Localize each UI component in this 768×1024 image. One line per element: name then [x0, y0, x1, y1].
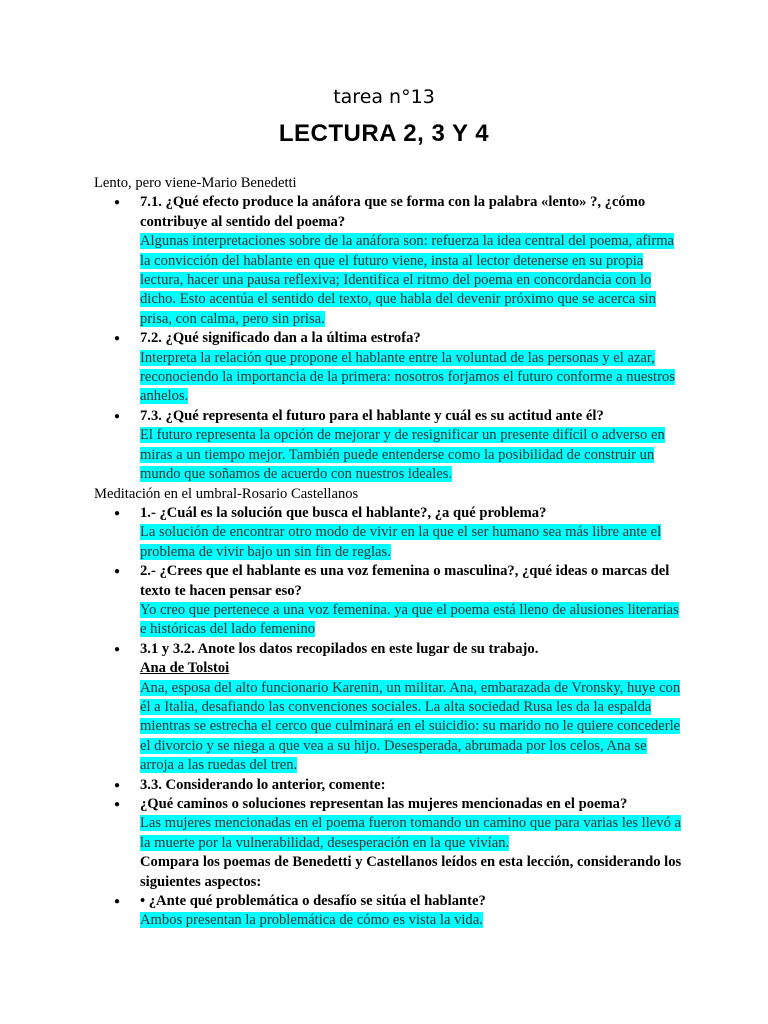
question-text: 7.1. ¿Qué efecto produce la anáfora que se forma con la palabra «lento» ?, ¿cómo contribuye al sentido del poema?: [140, 194, 646, 230]
bullet-icon: ●: [114, 333, 121, 345]
list-item: [94, 640, 684, 776]
subtitle-ana-de-tolstoi: Ana de Tolstoi: [140, 660, 230, 677]
document-title: tarea n°13: [333, 86, 435, 108]
answer-text: Ana, esposa del alto funcionario Karenin, un militar. Ana, embarazada de Vronsky, huye con él a Italia, desafiando las convenciones sociales. La alta sociedad Rusa les da la espalda mientras se estrecha el cerco que culminará en el suicidio: su marido no le quiere concederle el divorcio y se niega a que vea a su hijo. Desesperada, abrumada por los celos, Ana se arroja a las ruedas del tren.: [140, 679, 681, 774]
answer-text: Interpreta la relación que propone el hablante entre la voluntad de las personas y el azar, reconociendo la importancia de la primera: nosotros forjamos el futuro conforme a nuestros anhelos.: [140, 349, 675, 405]
section-title-benedetti: Lento, pero viene-Mario Benedetti: [94, 175, 297, 191]
list-item: [94, 504, 684, 562]
question-text: ¿Qué caminos o soluciones representan las mujeres mencionadas en el poema?: [140, 796, 628, 812]
list-item: [94, 329, 684, 407]
question-list-castellanos: [94, 504, 684, 931]
question-text: 2.- ¿Crees que el hablante es una voz femenina o masculina?, ¿qué ideas o marcas del texto te hacen pensar eso?: [140, 563, 670, 599]
document-heading: LECTURA 2, 3 Y 4: [278, 120, 490, 147]
question-text: • ¿Ante qué problemática o desafío se sitúa el hablante?: [140, 893, 486, 910]
list-item: [94, 193, 684, 329]
bullet-icon: ●: [114, 507, 121, 519]
question-text: 7.2. ¿Qué significado dan a la última estrofa?: [140, 330, 421, 347]
question-list-benedetti: [94, 193, 684, 484]
question-text: 3.3. Considerando lo anterior, comente:: [140, 776, 386, 793]
bullet-icon: ●: [114, 410, 121, 422]
answer-text: Las mujeres mencionadas en el poema fueron tomando un camino que para varias les llevó a la muerte por la vulnerabilidad, desesperación en la que vivían.: [140, 815, 681, 851]
section-title-castellanos: Meditación en el umbral-Rosario Castellanos: [94, 485, 359, 502]
question-text: 7.3. ¿Qué representa el futuro para el hablante y cuál es su actitud ante él?: [140, 407, 604, 424]
list-item: [94, 562, 684, 640]
answer-text: Ambos presentan la problemática de cómo es vista la vida.: [140, 912, 483, 929]
comparison-instruction: Compara los poemas de Benedetti y Castellanos leídos en esta lección, considerando los siguientes aspectos:: [140, 854, 682, 890]
question-text: 1.- ¿Cuál es la solución que busca el hablante?, ¿a qué problema?: [140, 504, 547, 521]
document-body: [94, 174, 684, 931]
answer-text: El futuro representa la opción de mejorar y de resignificar un presente difícil o adverso en miras a un tiempo mejor. También puede entenderse como la posibilidad de construir un mundo que soñamos de acuerdo con nuestros ideales.: [140, 427, 665, 483]
answer-text: Algunas interpretaciones sobre de la anáfora son: refuerza la idea central del poema, afirma la convicción del hablante en que el futuro viene, insta al lector detenerse en su propia lectura, hacer una pausa reflexiva; Identifica el ritmo del poema en concordancia con lo dicho. Esto acentúa el sentido del texto, que habla del devenir próximo que se acerca sin prisa, con calma, pero sin prisa.: [140, 233, 675, 327]
question-text: 3.1 y 3.2. Anote los datos recopilados en este lugar de su trabajo.: [140, 640, 539, 657]
answer-text: La solución de encontrar otro modo de vivir en la que el ser humano sea más libre ante el problema de vivir bajo un sin fin de reglas.: [140, 524, 662, 560]
bullet-icon: ●: [114, 799, 121, 810]
list-item: [94, 795, 684, 892]
answer-text: Yo creo que pertenece a una voz femenina. ya que el poema está lleno de alusiones literarias e históricas del lado femenino: [140, 601, 679, 638]
bullet-icon: ●: [114, 566, 121, 578]
list-item: [94, 892, 684, 931]
bullet-icon: ●: [114, 643, 121, 655]
bullet-icon: ●: [114, 197, 121, 209]
list-item: [94, 776, 684, 795]
bullet-icon: ●: [114, 896, 121, 908]
bullet-icon: ●: [114, 779, 121, 791]
list-item: [94, 407, 684, 485]
